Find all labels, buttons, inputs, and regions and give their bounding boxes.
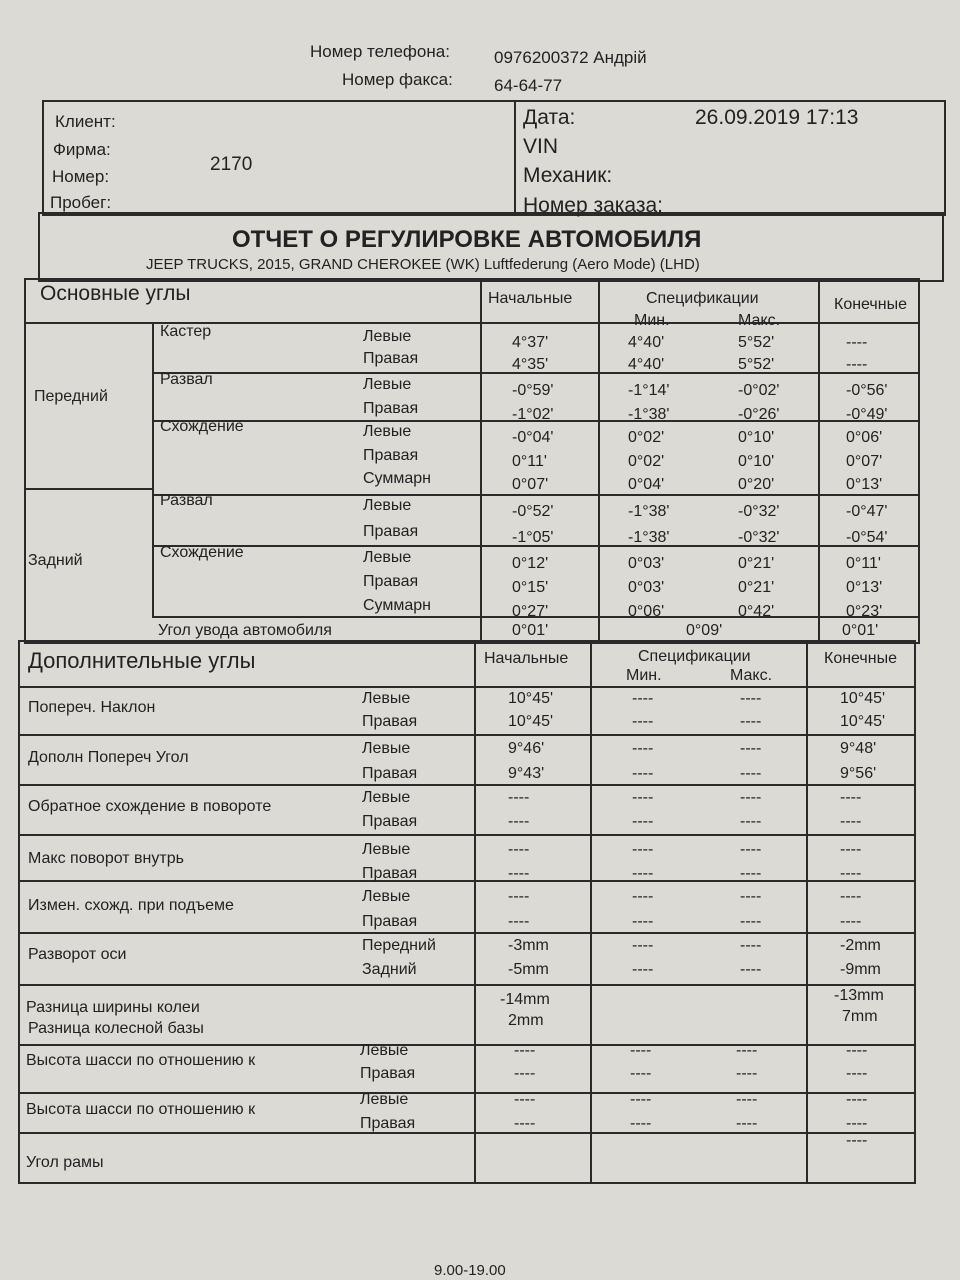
final-value: -9mm bbox=[840, 961, 881, 978]
col-final-header: Конечные bbox=[834, 296, 907, 313]
max-value: 0°10' bbox=[738, 453, 775, 470]
track-width-final: -13mm bbox=[834, 987, 884, 1004]
max-value: 0°20' bbox=[738, 476, 775, 493]
final-value: ---- bbox=[840, 888, 862, 905]
final-value: ---- bbox=[846, 1042, 868, 1059]
side-label: Правая bbox=[363, 447, 419, 464]
initial-value: -0°59' bbox=[512, 382, 554, 399]
initial-value: ---- bbox=[508, 813, 530, 830]
max-value: 0°42' bbox=[738, 603, 775, 620]
initial-value: 0°27' bbox=[512, 603, 549, 620]
vehicle-description: JEEP TRUCKS, 2015, GRAND CHEROKEE (WK) Luftfederung (Aero Mode) (LHD) bbox=[146, 256, 700, 273]
side-label: Левые bbox=[363, 328, 412, 345]
final-value: ---- bbox=[846, 356, 868, 373]
max-value: ---- bbox=[740, 740, 762, 757]
initial-value: 9°43' bbox=[508, 765, 545, 782]
initial-value: ---- bbox=[508, 888, 530, 905]
min-value: ---- bbox=[632, 789, 654, 806]
ride-height-label: Высота шасси по отношению к bbox=[26, 1101, 256, 1118]
min-value: ---- bbox=[632, 690, 654, 707]
angle-group-label: Схождение bbox=[160, 418, 244, 435]
final-value: -0°49' bbox=[846, 406, 888, 423]
min-value: 4°40' bbox=[628, 334, 665, 351]
max-value: 5°52' bbox=[738, 356, 775, 373]
side-label: Правая bbox=[360, 1065, 416, 1082]
initial-value: 9°46' bbox=[508, 740, 545, 757]
initial-value: -1°05' bbox=[512, 529, 554, 546]
max-value: ---- bbox=[740, 713, 762, 730]
angle-group-label: Схождение bbox=[160, 544, 244, 561]
side-label: Левые bbox=[360, 1042, 409, 1059]
min-value: -1°38' bbox=[628, 406, 670, 423]
min-value: ---- bbox=[632, 888, 654, 905]
final-value: 0°07' bbox=[846, 453, 883, 470]
mileage-label: Пробег: bbox=[50, 193, 112, 212]
angle-group-label: Кастер bbox=[160, 323, 212, 340]
max-value: ---- bbox=[740, 789, 762, 806]
frame-angle-label: Угол рамы bbox=[26, 1154, 104, 1171]
angle-group-label: Развал bbox=[160, 371, 213, 388]
initial-value: -1°02' bbox=[512, 406, 554, 423]
angle-group-label: Развал bbox=[160, 492, 213, 509]
side-label: Правая bbox=[362, 865, 418, 882]
extra-angle-label: Дополн Попереч Угол bbox=[28, 749, 189, 766]
min-value: -1°14' bbox=[628, 382, 670, 399]
side-label: Правая bbox=[363, 350, 419, 367]
side-label: Правая bbox=[362, 913, 418, 930]
final-value: ---- bbox=[846, 334, 868, 351]
col-min-header: Мин. bbox=[634, 312, 670, 329]
side-label: Правая bbox=[362, 713, 418, 730]
max-value: ---- bbox=[740, 841, 762, 858]
thrust-angle-label: Угол увода автомобиля bbox=[158, 622, 332, 639]
extra-angle-label: Измен. схожд. при подъеме bbox=[28, 897, 234, 914]
max-value: -0°32' bbox=[738, 503, 780, 520]
max-value: 0°21' bbox=[738, 555, 775, 572]
final-value: 10°45' bbox=[840, 690, 886, 707]
rear-axle-label: Задний bbox=[28, 552, 83, 569]
initial-value: ---- bbox=[514, 1042, 536, 1059]
extra-col-min-header: Мин. bbox=[626, 667, 662, 684]
max-value: ---- bbox=[740, 888, 762, 905]
extra-col-final-header: Конечные bbox=[824, 650, 897, 667]
initial-value: ---- bbox=[508, 841, 530, 858]
min-value: 0°02' bbox=[628, 453, 665, 470]
side-label: Задний bbox=[362, 961, 417, 978]
extra-angle-label: Попереч. Наклон bbox=[28, 699, 156, 716]
fax-label: Номер факса: bbox=[342, 70, 453, 89]
working-hours: 9.00-19.00 bbox=[434, 1262, 506, 1279]
max-value: ---- bbox=[736, 1115, 758, 1132]
final-value: 10°45' bbox=[840, 713, 886, 730]
side-label: Левые bbox=[363, 549, 412, 566]
phone-label: Номер телефона: bbox=[310, 42, 450, 61]
final-value: ---- bbox=[846, 1065, 868, 1082]
side-label: Правая bbox=[362, 765, 418, 782]
final-value: -2mm bbox=[840, 937, 881, 954]
thrust-angle-initial: 0°01' bbox=[512, 622, 549, 639]
track-width-label: Разница ширины колеи bbox=[26, 999, 200, 1016]
final-value: 0°11' bbox=[846, 555, 881, 572]
max-value: -0°26' bbox=[738, 406, 780, 423]
min-value: 0°06' bbox=[628, 603, 665, 620]
ride-height-label: Высота шасси по отношению к bbox=[26, 1052, 256, 1069]
initial-value: 0°11' bbox=[512, 453, 547, 470]
initial-value: 4°35' bbox=[512, 356, 549, 373]
min-value: ---- bbox=[630, 1042, 652, 1059]
initial-value: ---- bbox=[508, 789, 530, 806]
firm-label: Фирма: bbox=[53, 140, 111, 159]
initial-value: ---- bbox=[514, 1091, 536, 1108]
side-label: Левые bbox=[362, 740, 411, 757]
extra-angle-label: Макс поворот внутрь bbox=[28, 850, 184, 867]
initial-value: 0°07' bbox=[512, 476, 549, 493]
thrust-angle-spec: 0°09' bbox=[686, 622, 723, 639]
max-value: ---- bbox=[740, 765, 762, 782]
final-value: ---- bbox=[840, 813, 862, 830]
final-value: ---- bbox=[840, 789, 862, 806]
extra-col-spec-header: Спецификации bbox=[638, 648, 751, 665]
main-angles-table bbox=[24, 278, 920, 644]
final-value: 9°48' bbox=[840, 740, 877, 757]
min-value: ---- bbox=[632, 865, 654, 882]
min-value: ---- bbox=[632, 961, 654, 978]
initial-value: -0°04' bbox=[512, 429, 554, 446]
max-value: ---- bbox=[736, 1065, 758, 1082]
extra-col-max-header: Макс. bbox=[730, 667, 773, 684]
max-value: ---- bbox=[740, 690, 762, 707]
min-value: ---- bbox=[632, 841, 654, 858]
side-label: Левые bbox=[362, 888, 411, 905]
date-label: Дата: bbox=[523, 106, 576, 129]
number-label: Номер: bbox=[52, 167, 110, 186]
frame-angle-final: ---- bbox=[846, 1132, 868, 1149]
side-label: Правая bbox=[360, 1115, 416, 1132]
main-angles-heading: Основные углы bbox=[40, 282, 191, 305]
max-value: ---- bbox=[740, 961, 762, 978]
initial-value: 10°45' bbox=[508, 690, 554, 707]
initial-value: 10°45' bbox=[508, 713, 554, 730]
wheelbase-final: 7mm bbox=[842, 1008, 878, 1025]
initial-value: 0°12' bbox=[512, 555, 549, 572]
min-value: ---- bbox=[632, 937, 654, 954]
min-value: 0°03' bbox=[628, 555, 665, 572]
final-value: 0°13' bbox=[846, 476, 883, 493]
final-value: 0°06' bbox=[846, 429, 883, 446]
final-value: -0°56' bbox=[846, 382, 888, 399]
side-label: Передний bbox=[362, 937, 436, 954]
min-value: ---- bbox=[632, 913, 654, 930]
initial-value: ---- bbox=[514, 1065, 536, 1082]
min-value: 0°04' bbox=[628, 476, 665, 493]
number-value: 2170 bbox=[210, 154, 253, 175]
final-value: 0°13' bbox=[846, 579, 883, 596]
side-label: Суммарн bbox=[363, 470, 432, 487]
final-value: 0°23' bbox=[846, 603, 883, 620]
min-value: -1°38' bbox=[628, 529, 670, 546]
max-value: -0°02' bbox=[738, 382, 780, 399]
max-value: ---- bbox=[736, 1042, 758, 1059]
date-value: 26.09.2019 17:13 bbox=[695, 106, 859, 129]
wheelbase-initial: 2mm bbox=[508, 1012, 544, 1029]
track-width-initial: -14mm bbox=[500, 991, 550, 1008]
min-value: ---- bbox=[632, 713, 654, 730]
final-value: ---- bbox=[840, 865, 862, 882]
min-value: -1°38' bbox=[628, 503, 670, 520]
front-axle-label: Передний bbox=[34, 388, 108, 405]
thrust-angle-final: 0°01' bbox=[842, 622, 879, 639]
side-label: Левые bbox=[363, 497, 412, 514]
initial-value: ---- bbox=[508, 865, 530, 882]
max-value: ---- bbox=[736, 1091, 758, 1108]
col-initial-header: Начальные bbox=[488, 290, 573, 307]
initial-value: 4°37' bbox=[512, 334, 549, 351]
side-label: Правая bbox=[363, 400, 419, 417]
initial-value: ---- bbox=[514, 1115, 536, 1132]
min-value: ---- bbox=[630, 1091, 652, 1108]
final-value: ---- bbox=[840, 913, 862, 930]
side-label: Левые bbox=[362, 690, 411, 707]
col-max-header: Макс. bbox=[738, 312, 781, 329]
extra-angle-label: Разворот оси bbox=[28, 946, 127, 963]
final-value: ---- bbox=[840, 841, 862, 858]
min-value: 0°02' bbox=[628, 429, 665, 446]
max-value: ---- bbox=[740, 813, 762, 830]
initial-value: -0°52' bbox=[512, 503, 554, 520]
final-value: 9°56' bbox=[840, 765, 877, 782]
vin-label: VIN bbox=[523, 135, 559, 158]
min-value: 4°40' bbox=[628, 356, 665, 373]
max-value: 0°21' bbox=[738, 579, 775, 596]
side-label: Левые bbox=[363, 423, 412, 440]
side-label: Правая bbox=[363, 573, 419, 590]
fax-value: 64-64-77 bbox=[494, 76, 563, 95]
min-value: ---- bbox=[632, 740, 654, 757]
max-value: 0°10' bbox=[738, 429, 775, 446]
max-value: ---- bbox=[740, 865, 762, 882]
col-spec-header: Спецификации bbox=[646, 290, 759, 307]
max-value: ---- bbox=[740, 937, 762, 954]
initial-value: ---- bbox=[508, 913, 530, 930]
min-value: ---- bbox=[632, 813, 654, 830]
min-value: ---- bbox=[632, 765, 654, 782]
side-label: Правая bbox=[363, 523, 419, 540]
phone-value: 0976200372 Андрій bbox=[494, 48, 647, 67]
max-value: 5°52' bbox=[738, 334, 775, 351]
extra-angle-label: Обратное схождение в повороте bbox=[28, 798, 272, 815]
side-label: Левые bbox=[362, 841, 411, 858]
initial-value: -3mm bbox=[508, 937, 549, 954]
final-value: -0°54' bbox=[846, 529, 888, 546]
min-value: ---- bbox=[630, 1065, 652, 1082]
extra-col-initial-header: Начальные bbox=[484, 650, 569, 667]
side-label: Правая bbox=[362, 813, 418, 830]
initial-value: -5mm bbox=[508, 961, 549, 978]
report-title: ОТЧЕТ О РЕГУЛИРОВКЕ АВТОМОБИЛЯ bbox=[232, 226, 702, 253]
min-value: 0°03' bbox=[628, 579, 665, 596]
initial-value: 0°15' bbox=[512, 579, 549, 596]
final-value: ---- bbox=[846, 1115, 868, 1132]
mechanic-label: Механик: bbox=[523, 164, 613, 187]
extra-angles-heading: Дополнительные углы bbox=[28, 648, 256, 673]
side-label: Левые bbox=[362, 789, 411, 806]
side-label: Суммарн bbox=[363, 597, 432, 614]
max-value: ---- bbox=[740, 913, 762, 930]
side-label: Левые bbox=[360, 1091, 409, 1108]
client-label: Клиент: bbox=[55, 112, 116, 131]
order-label: Номер заказа: bbox=[523, 194, 664, 217]
min-value: ---- bbox=[630, 1115, 652, 1132]
wheelbase-label: Разница колесной базы bbox=[28, 1020, 204, 1037]
side-label: Левые bbox=[363, 376, 412, 393]
final-value: -0°47' bbox=[846, 503, 888, 520]
final-value: ---- bbox=[846, 1091, 868, 1108]
max-value: -0°32' bbox=[738, 529, 780, 546]
